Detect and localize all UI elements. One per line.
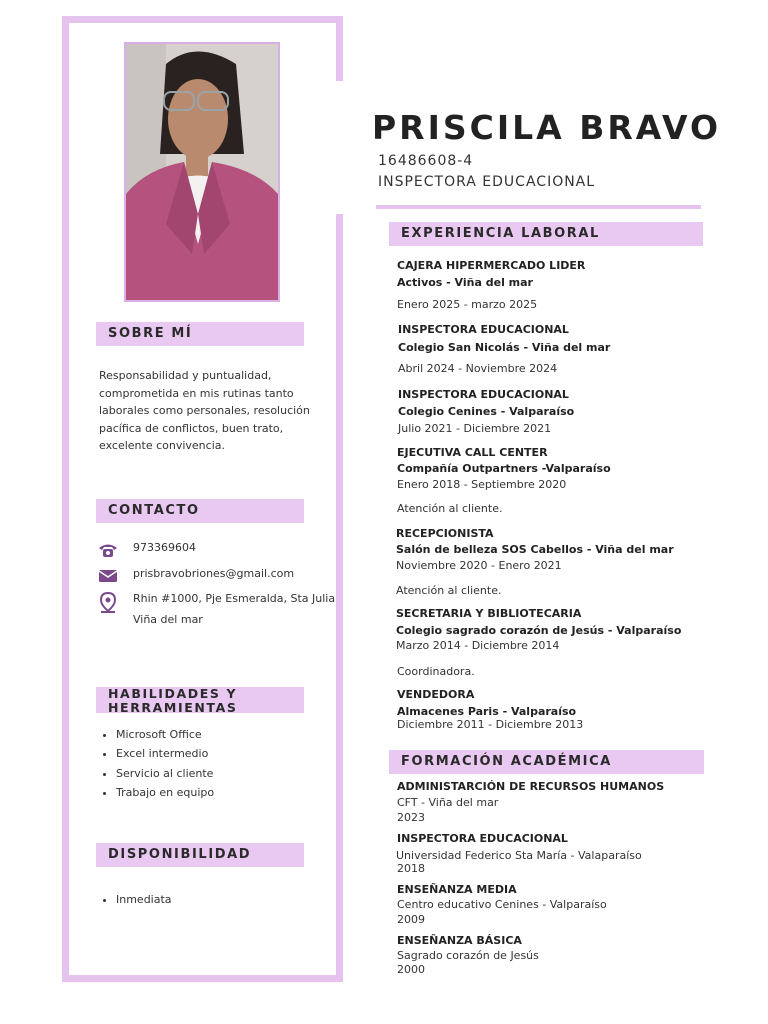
location-pin-icon	[98, 592, 118, 614]
header-divider	[376, 205, 701, 209]
address-line2: Viña del mar	[133, 613, 203, 626]
skills-list	[98, 725, 214, 802]
section-contact-title: CONTACTO	[96, 499, 304, 523]
phone-text: 973369604	[133, 541, 196, 554]
education-institution: Sagrado corazón de Jesús	[397, 949, 539, 962]
section-about-title: SOBRE MÍ	[96, 322, 304, 346]
education-title: INSPECTORA EDUCACIONAL	[397, 832, 568, 845]
job-dates: Enero 2018 - Septiembre 2020	[397, 478, 567, 491]
frame-top	[62, 16, 343, 23]
job-note: Atención al cliente.	[396, 584, 502, 597]
education-year: 2009	[397, 913, 425, 926]
frame-bottom	[62, 975, 343, 982]
profile-photo	[124, 42, 280, 302]
frame-right-lower	[336, 214, 343, 982]
list-item: • Inmediata	[116, 890, 172, 909]
job-dates: Diciembre 2011 - Diciembre 2013	[397, 718, 584, 731]
frame-right-upper	[336, 16, 343, 81]
candidate-role: INSPECTORA EDUCACIONAL	[378, 174, 596, 190]
job-place: Colegio Cenines - Valparaíso	[398, 405, 575, 418]
section-experience-title: EXPERIENCIA LABORAL	[389, 222, 703, 246]
job-dates: Noviembre 2020 - Enero 2021	[396, 559, 562, 572]
education-title: ENSEÑANZA MEDIA	[397, 883, 517, 896]
job-place: Compañía Outpartners -Valparaíso	[397, 462, 611, 475]
job-title: EJECUTIVA CALL CENTER	[397, 446, 548, 459]
address-line1: Rhin #1000, Pje Esmeralda, Sta Julia	[133, 592, 336, 605]
phone-icon	[98, 541, 118, 559]
section-skills-title	[96, 687, 304, 713]
education-institution: Centro educativo Cenines - Valparaíso	[397, 898, 607, 911]
job-title: INSPECTORA EDUCACIONAL	[398, 388, 569, 401]
email-text[interactable]: prisbravobriones@gmail.com	[133, 567, 295, 580]
education-title: ENSEÑANZA BÁSICA	[397, 934, 522, 947]
job-note: Coordinadora.	[397, 665, 475, 678]
candidate-name: PRISCILA BRAVO	[372, 108, 722, 147]
list-item: • Servicio al cliente	[116, 764, 214, 783]
list-item: • Excel intermedio	[116, 744, 214, 763]
job-place: Almacenes Paris - Valparaíso	[397, 705, 577, 718]
skills-title-line1: HABILIDADES Y	[108, 686, 238, 701]
job-title: RECEPCIONISTA	[396, 527, 494, 540]
skills-title-line2: HERRAMIENTAS	[108, 700, 238, 715]
person-portrait-icon	[126, 44, 278, 300]
section-education-title: FORMACIÓN ACADÉMICA	[389, 750, 704, 774]
frame-left	[62, 16, 69, 982]
section-availability-title: DISPONIBILIDAD	[96, 843, 304, 867]
list-item: • Trabajo en equipo	[116, 783, 214, 802]
education-institution: Universidad Federico Sta María - Valaparaíso	[396, 849, 642, 862]
job-dates: Enero 2025 - marzo 2025	[397, 298, 538, 311]
id-number: 16486608-4	[378, 153, 474, 169]
education-year: 2000	[397, 963, 425, 976]
job-dates: Marzo 2014 - Diciembre 2014	[396, 639, 560, 652]
job-note: Atención al cliente.	[397, 502, 503, 515]
education-title: ADMINISTARCIÓN DE RECURSOS HUMANOS	[397, 780, 665, 793]
job-dates: Julio 2021 - Diciembre 2021	[398, 422, 552, 435]
job-title: CAJERA HIPERMERCADO LIDER	[397, 259, 586, 272]
job-dates: Abril 2024 - Noviembre 2024	[398, 362, 558, 375]
job-title: VENDEDORA	[397, 688, 475, 701]
education-year: 2018	[397, 862, 425, 875]
education-institution: CFT - Viña del mar	[397, 796, 499, 809]
job-place: Colegio sagrado corazón de Jesús - Valparaíso	[396, 624, 682, 637]
job-title: INSPECTORA EDUCACIONAL	[398, 323, 569, 336]
job-title: SECRETARIA Y BIBLIOTECARIA	[396, 607, 582, 620]
job-place: Salón de belleza SOS Cabellos - Viña del mar	[396, 543, 674, 556]
list-item: • Microsoft Office	[116, 725, 214, 744]
job-place: Activos - Viña del mar	[397, 276, 533, 289]
about-text: Responsabilidad y puntualidad, comprometida en mis rutinas tanto laborales como personales, resolución pacífica de conflictos, buen trato, excelente convivencia.	[99, 369, 310, 452]
mail-icon	[98, 567, 118, 585]
education-year: 2023	[397, 811, 425, 824]
availability-list	[98, 890, 172, 909]
job-place: Colegio San Nicolás - Viña del mar	[398, 341, 611, 354]
